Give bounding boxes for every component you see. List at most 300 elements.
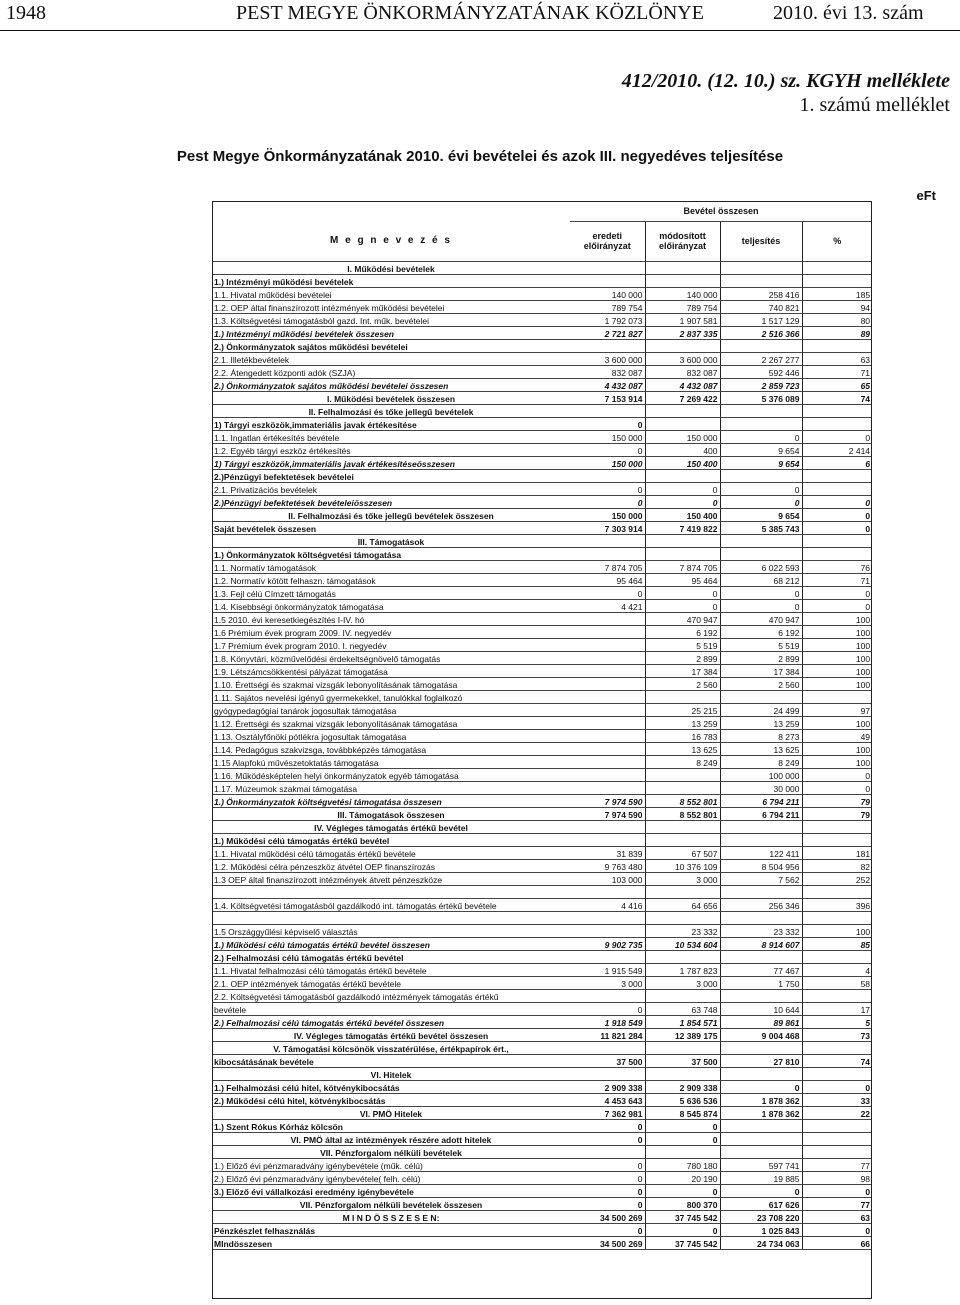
cell-modified: 5 519 bbox=[645, 638, 720, 651]
row-label: 2.1. Illetékbevételek bbox=[212, 352, 570, 365]
cell-actual: 2 516 366 bbox=[720, 326, 802, 339]
row-label: II. Felhalmozási és tőke jellegű bevételek bbox=[212, 404, 570, 417]
row-label: 1.5 Országgyűlési képviselő választás bbox=[212, 924, 570, 937]
row-label: M I N D Ö S S Z E S E N: bbox=[212, 1210, 570, 1223]
column-header-modified: módosított előirányzat bbox=[645, 221, 720, 261]
cell-original bbox=[570, 534, 645, 547]
cell-original: 1 915 549 bbox=[570, 963, 645, 976]
cell-modified bbox=[645, 1041, 720, 1054]
cell-actual bbox=[720, 989, 802, 1002]
cell-modified: 470 947 bbox=[645, 612, 720, 625]
cell-percent: 0 bbox=[802, 495, 872, 508]
row-label: 2.)Pénzügyi befektetések bevételei bbox=[212, 469, 570, 482]
table-row bbox=[212, 365, 872, 378]
cell-original: 4 421 bbox=[570, 599, 645, 612]
cell-original bbox=[570, 742, 645, 755]
cell-percent: 77 bbox=[802, 1158, 872, 1171]
cell-original: 7 974 590 bbox=[570, 794, 645, 807]
cell-percent: 49 bbox=[802, 729, 872, 742]
cell-original bbox=[570, 469, 645, 482]
cell-percent: 79 bbox=[802, 794, 872, 807]
row-label: 1.4. Költségvetési támogatásból gazdálkodó int. támogatás értékű bevétele bbox=[212, 898, 570, 911]
cell-original bbox=[570, 1041, 645, 1054]
row-label: VI. PMÖ által az intézmények részére adott hitelek bbox=[212, 1132, 570, 1145]
row-label: 1.10. Érettségi és szakmai vizsgák lebonyolításának támogatása bbox=[212, 677, 570, 690]
cell-actual: 1 517 129 bbox=[720, 313, 802, 326]
cell-original: 140 000 bbox=[570, 287, 645, 300]
cell-actual: 258 416 bbox=[720, 287, 802, 300]
cell-modified: 2 899 bbox=[645, 651, 720, 664]
cell-percent: 0 bbox=[802, 781, 872, 794]
cell-original: 1 918 549 bbox=[570, 1015, 645, 1028]
row-label: II. Felhalmozási és tőke jellegű bevételek összesen bbox=[212, 508, 570, 521]
row-label: 2.1. OEP intézmények támogatás értékű bevétele bbox=[212, 976, 570, 989]
table-row bbox=[212, 456, 872, 469]
cell-original: 7 362 981 bbox=[570, 1106, 645, 1119]
cell-modified: 4 432 087 bbox=[645, 378, 720, 391]
cell-original bbox=[570, 924, 645, 937]
cell-modified: 8 552 801 bbox=[645, 807, 720, 820]
cell-original bbox=[570, 664, 645, 677]
cell-percent: 63 bbox=[802, 352, 872, 365]
cell-actual bbox=[720, 690, 802, 703]
table-row bbox=[212, 1236, 872, 1249]
cell-original: 0 bbox=[570, 1197, 645, 1210]
column-header-percent: % bbox=[802, 221, 872, 261]
cell-percent bbox=[802, 534, 872, 547]
cell-actual: 6 794 211 bbox=[720, 807, 802, 820]
cell-percent bbox=[802, 274, 872, 287]
table-row bbox=[212, 1184, 872, 1197]
table-row bbox=[212, 1106, 872, 1119]
row-label: MIndösszesen bbox=[212, 1236, 570, 1249]
table-row bbox=[212, 781, 872, 794]
row-label: 1.3. Fejl célú Címzett támogatás bbox=[212, 586, 570, 599]
cell-modified: 2 909 338 bbox=[645, 1080, 720, 1093]
cell-percent: 33 bbox=[802, 1093, 872, 1106]
cell-percent: 0 bbox=[802, 1184, 872, 1197]
cell-actual: 8 504 956 bbox=[720, 859, 802, 872]
issue-number: 2010. évi 13. szám bbox=[773, 2, 924, 24]
cell-actual: 17 384 bbox=[720, 664, 802, 677]
cell-actual: 470 947 bbox=[720, 612, 802, 625]
cell-original: 2 909 338 bbox=[570, 1080, 645, 1093]
table-row bbox=[212, 1054, 872, 1067]
cell-original: 34 500 269 bbox=[570, 1236, 645, 1249]
table-row bbox=[212, 1158, 872, 1171]
cell-original: 7 974 590 bbox=[570, 807, 645, 820]
cell-modified: 23 332 bbox=[645, 924, 720, 937]
cell-actual bbox=[720, 950, 802, 963]
table-row bbox=[212, 326, 872, 339]
cell-actual: 8 273 bbox=[720, 729, 802, 742]
page-header bbox=[0, 0, 960, 36]
cell-modified bbox=[645, 833, 720, 846]
cell-original: 0 bbox=[570, 1184, 645, 1197]
cell-original: 7 153 914 bbox=[570, 391, 645, 404]
cell-actual: 2 859 723 bbox=[720, 378, 802, 391]
cell-modified: 150 400 bbox=[645, 508, 720, 521]
row-label: 1.16. Működésképtelen helyi önkormányzatok egyéb támogatása bbox=[212, 768, 570, 781]
row-label: Saját bevételek összesen bbox=[212, 521, 570, 534]
row-label: IV. Végleges támogatás értékű bevétel összesen bbox=[212, 1028, 570, 1041]
row-label: 1.2. Egyéb tárgyi eszköz értékesítés bbox=[212, 443, 570, 456]
row-label: 1.2. Normatív kötött felhaszn. támogatások bbox=[212, 573, 570, 586]
cell-original: 0 bbox=[570, 1158, 645, 1171]
cell-modified: 400 bbox=[645, 443, 720, 456]
cell-percent: 0 bbox=[802, 1223, 872, 1236]
cell-modified bbox=[645, 469, 720, 482]
cell-percent: 100 bbox=[802, 651, 872, 664]
cell-actual: 13 625 bbox=[720, 742, 802, 755]
cell-modified bbox=[645, 989, 720, 1002]
cell-actual: 27 810 bbox=[720, 1054, 802, 1067]
row-label: 1.13. Osztályfőnöki pótlékra jogosultak támogatása bbox=[212, 729, 570, 742]
cell-percent: 82 bbox=[802, 859, 872, 872]
cell-percent: 0 bbox=[802, 586, 872, 599]
table-row bbox=[212, 1197, 872, 1210]
cell-original: 103 000 bbox=[570, 872, 645, 885]
cell-modified bbox=[645, 274, 720, 287]
cell-modified: 0 bbox=[645, 482, 720, 495]
cell-original: 2 721 827 bbox=[570, 326, 645, 339]
row-label: 2.) Működési célú hitel, kötvénykibocsátás bbox=[212, 1093, 570, 1106]
table-row bbox=[212, 625, 872, 638]
cell-modified: 8 552 801 bbox=[645, 794, 720, 807]
cell-actual: 30 000 bbox=[720, 781, 802, 794]
cell-modified: 800 370 bbox=[645, 1197, 720, 1210]
row-label: 1.1. Normatív támogatások bbox=[212, 560, 570, 573]
cell-original bbox=[570, 833, 645, 846]
table-row bbox=[212, 846, 872, 859]
cell-original: 832 087 bbox=[570, 365, 645, 378]
cell-percent: 71 bbox=[802, 365, 872, 378]
cell-modified: 7 419 822 bbox=[645, 521, 720, 534]
cell-modified: 1 907 581 bbox=[645, 313, 720, 326]
cell-actual: 19 885 bbox=[720, 1171, 802, 1184]
table-row bbox=[212, 664, 872, 677]
cell-original: 4 432 087 bbox=[570, 378, 645, 391]
cell-percent: 79 bbox=[802, 807, 872, 820]
cell-actual: 6 794 211 bbox=[720, 794, 802, 807]
cell-original bbox=[570, 638, 645, 651]
row-label: 1) Tárgyi eszközök,immateriális javak értékesítéseösszesen bbox=[212, 456, 570, 469]
cell-percent: 5 bbox=[802, 1015, 872, 1028]
table-row bbox=[212, 898, 872, 911]
table-row bbox=[212, 560, 872, 573]
row-label: 1.) Intézményi működési bevételek bbox=[212, 274, 570, 287]
table-row bbox=[212, 313, 872, 326]
cell-percent bbox=[802, 547, 872, 560]
cell-actual bbox=[720, 261, 802, 274]
table-row bbox=[212, 404, 872, 417]
cell-percent bbox=[802, 820, 872, 833]
cell-original: 0 bbox=[570, 1002, 645, 1015]
cell-percent: 63 bbox=[802, 1210, 872, 1223]
row-label: V. Támogatási kölcsönök visszatérülése, értékpapírok ért., bbox=[212, 1041, 570, 1054]
cell-actual bbox=[720, 547, 802, 560]
cell-modified: 0 bbox=[645, 599, 720, 612]
cell-actual: 1 878 362 bbox=[720, 1093, 802, 1106]
annex-reference: 412/2010. (12. 10.) sz. KGYH melléklete bbox=[621, 70, 950, 92]
cell-modified: 6 192 bbox=[645, 625, 720, 638]
cell-percent bbox=[802, 1145, 872, 1158]
cell-original bbox=[570, 820, 645, 833]
cell-actual bbox=[720, 404, 802, 417]
row-label: bevétele bbox=[212, 1002, 570, 1015]
cell-actual: 0 bbox=[720, 1184, 802, 1197]
cell-original bbox=[570, 612, 645, 625]
cell-actual: 1 750 bbox=[720, 976, 802, 989]
cell-modified: 150 400 bbox=[645, 456, 720, 469]
cell-percent bbox=[802, 339, 872, 352]
cell-original bbox=[570, 716, 645, 729]
cell-modified: 7 874 705 bbox=[645, 560, 720, 573]
cell-percent: 98 bbox=[802, 1171, 872, 1184]
row-label: 1.) Intézményi működési bevételek összesen bbox=[212, 326, 570, 339]
row-label: 1.12. Érettségi és szakmai vizsgák lebonyolításának támogatása bbox=[212, 716, 570, 729]
row-label: 1.1. Hivatal működési célú támogatás értékű bevétele bbox=[212, 846, 570, 859]
cell-original: 0 bbox=[570, 1132, 645, 1145]
cell-modified bbox=[645, 261, 720, 274]
row-label: 1.6 Prémium évek program 2009. IV. negyedév bbox=[212, 625, 570, 638]
cell-actual: 5 376 089 bbox=[720, 391, 802, 404]
table-row bbox=[212, 612, 872, 625]
table-row bbox=[212, 1119, 872, 1132]
cell-percent bbox=[802, 833, 872, 846]
cell-original: 37 500 bbox=[570, 1054, 645, 1067]
column-header-original: eredeti előirányzat bbox=[570, 221, 645, 261]
cell-modified bbox=[645, 1067, 720, 1080]
cell-original bbox=[570, 274, 645, 287]
table-row bbox=[212, 859, 872, 872]
cell-percent bbox=[802, 1067, 872, 1080]
cell-percent: 2 414 bbox=[802, 443, 872, 456]
cell-actual bbox=[720, 1132, 802, 1145]
table-row bbox=[212, 1132, 872, 1145]
row-label: 1.15 Alapfokú művészetoktatás támogatása bbox=[212, 755, 570, 768]
cell-actual: 8 914 607 bbox=[720, 937, 802, 950]
cell-percent: 100 bbox=[802, 677, 872, 690]
cell-modified bbox=[645, 417, 720, 430]
row-label: 2.2. Költségvetési támogatásból gazdálkodó intézmények támogatás értékű bbox=[212, 989, 570, 1002]
cell-original: 31 839 bbox=[570, 846, 645, 859]
cell-percent: 74 bbox=[802, 391, 872, 404]
cell-percent: 0 bbox=[802, 1080, 872, 1093]
table-row bbox=[212, 1080, 872, 1093]
cell-percent: 97 bbox=[802, 703, 872, 716]
row-label: 1.1. Ingatlan értékesítés bevétele bbox=[212, 430, 570, 443]
cell-original bbox=[570, 781, 645, 794]
cell-modified: 0 bbox=[645, 586, 720, 599]
cell-percent bbox=[802, 1119, 872, 1132]
cell-percent: 80 bbox=[802, 313, 872, 326]
cell-original: 7 874 705 bbox=[570, 560, 645, 573]
column-header-actual: teljesítés bbox=[720, 221, 802, 261]
cell-modified bbox=[645, 404, 720, 417]
cell-actual: 9 004 468 bbox=[720, 1028, 802, 1041]
row-label: 1.4. Kisebbségi önkormányzatok támogatása bbox=[212, 599, 570, 612]
cell-original: 7 303 914 bbox=[570, 521, 645, 534]
cell-original: 11 821 284 bbox=[570, 1028, 645, 1041]
cell-modified: 37 745 542 bbox=[645, 1210, 720, 1223]
row-label: 1.3 OEP által finanszírozott intézmények átvett pénzeszköze bbox=[212, 872, 570, 885]
table-row bbox=[212, 1002, 872, 1015]
row-label: 1.) Működési célú támogatás értékű bevétel összesen bbox=[212, 937, 570, 950]
table-row bbox=[212, 794, 872, 807]
row-label: 1.) Előző évi pénzmaradvány igénybevétele (műk. célú) bbox=[212, 1158, 570, 1171]
cell-original bbox=[570, 404, 645, 417]
cell-modified bbox=[645, 911, 720, 924]
cell-modified bbox=[645, 534, 720, 547]
cell-modified: 0 bbox=[645, 1132, 720, 1145]
row-label: I. Működési bevételek bbox=[212, 261, 570, 274]
table-row bbox=[212, 378, 872, 391]
cell-modified bbox=[645, 547, 720, 560]
row-label: III. Támogatások bbox=[212, 534, 570, 547]
cell-percent: 71 bbox=[802, 573, 872, 586]
cell-modified: 140 000 bbox=[645, 287, 720, 300]
row-label: 1.1. Hivatal felhalmozási célú támogatás értékű bevétele bbox=[212, 963, 570, 976]
annex-number: 1. számú melléklet bbox=[799, 94, 950, 116]
table-row bbox=[212, 911, 872, 924]
cell-modified bbox=[645, 781, 720, 794]
cell-actual: 68 212 bbox=[720, 573, 802, 586]
row-label: 2.1. Privatizációs bevételek bbox=[212, 482, 570, 495]
table-row bbox=[212, 1028, 872, 1041]
document-title: Pest Megye Önkormányzatának 2010. évi bevételei és azok III. negyedéves teljesítése bbox=[176, 148, 784, 165]
cell-modified bbox=[645, 885, 720, 898]
cell-percent: 85 bbox=[802, 937, 872, 950]
cell-percent: 74 bbox=[802, 1054, 872, 1067]
cell-modified: 3 000 bbox=[645, 872, 720, 885]
table-row bbox=[212, 703, 872, 716]
cell-modified: 67 507 bbox=[645, 846, 720, 859]
table-row bbox=[212, 261, 872, 274]
unit-label: eFt bbox=[916, 188, 936, 203]
cell-percent: 100 bbox=[802, 716, 872, 729]
cell-actual: 592 446 bbox=[720, 365, 802, 378]
cell-percent bbox=[802, 885, 872, 898]
cell-modified: 20 190 bbox=[645, 1171, 720, 1184]
row-label: 2.) Önkormányzatok sajátos működési bevételei bbox=[212, 339, 570, 352]
cell-actual: 740 821 bbox=[720, 300, 802, 313]
cell-actual bbox=[720, 534, 802, 547]
cell-original: 95 464 bbox=[570, 573, 645, 586]
cell-actual: 89 861 bbox=[720, 1015, 802, 1028]
cell-modified: 780 180 bbox=[645, 1158, 720, 1171]
cell-original: 789 754 bbox=[570, 300, 645, 313]
row-label: 1.14. Pedagógus szakvizsga, továbbképzés támogatása bbox=[212, 742, 570, 755]
cell-modified bbox=[645, 1145, 720, 1158]
cell-original bbox=[570, 729, 645, 742]
cell-percent: 66 bbox=[802, 1236, 872, 1249]
cell-percent bbox=[802, 690, 872, 703]
row-label: 1.3. Költségvetési támogatásból gazd. Int. műk. bevételei bbox=[212, 313, 570, 326]
row-label: 1.17. Múzeumok szakmai támogatása bbox=[212, 781, 570, 794]
table-row bbox=[212, 1223, 872, 1236]
cell-percent bbox=[802, 404, 872, 417]
row-label: gyógypedagógiai tanárok jogosultak támogatása bbox=[212, 703, 570, 716]
cell-modified: 37 500 bbox=[645, 1054, 720, 1067]
table-row bbox=[212, 963, 872, 976]
cell-actual: 24 734 063 bbox=[720, 1236, 802, 1249]
cell-actual: 0 bbox=[720, 430, 802, 443]
cell-modified: 0 bbox=[645, 1119, 720, 1132]
cell-actual: 8 249 bbox=[720, 755, 802, 768]
cell-original: 0 bbox=[570, 482, 645, 495]
row-label: 1.2. OEP által finanszírozott intézmények működési bevételei bbox=[212, 300, 570, 313]
cell-original bbox=[570, 1067, 645, 1080]
row-label: Pénzkészlet felhasználás bbox=[212, 1223, 570, 1236]
table-row bbox=[212, 547, 872, 560]
table-row bbox=[212, 391, 872, 404]
cell-original: 0 bbox=[570, 1223, 645, 1236]
cell-original bbox=[570, 625, 645, 638]
cell-actual: 100 000 bbox=[720, 768, 802, 781]
cell-original bbox=[570, 768, 645, 781]
cell-original bbox=[570, 261, 645, 274]
cell-percent: 65 bbox=[802, 378, 872, 391]
cell-original bbox=[570, 989, 645, 1002]
table-row bbox=[212, 742, 872, 755]
cell-modified: 25 215 bbox=[645, 703, 720, 716]
table-row bbox=[212, 469, 872, 482]
cell-actual bbox=[720, 1145, 802, 1158]
cell-original: 3 600 000 bbox=[570, 352, 645, 365]
row-label: VI. Hitelek bbox=[212, 1067, 570, 1080]
cell-percent: 58 bbox=[802, 976, 872, 989]
cell-modified: 8 545 874 bbox=[645, 1106, 720, 1119]
cell-percent: 0 bbox=[802, 508, 872, 521]
cell-percent: 0 bbox=[802, 768, 872, 781]
group-header: Bevétel összesen bbox=[570, 201, 872, 221]
table-row bbox=[212, 924, 872, 937]
cell-original: 150 000 bbox=[570, 456, 645, 469]
cell-modified: 3 000 bbox=[645, 976, 720, 989]
table-row bbox=[212, 1015, 872, 1028]
cell-original bbox=[570, 690, 645, 703]
table-row bbox=[212, 352, 872, 365]
table-row bbox=[212, 755, 872, 768]
cell-actual: 122 411 bbox=[720, 846, 802, 859]
table-row bbox=[212, 950, 872, 963]
table-row bbox=[212, 677, 872, 690]
row-label: 1.) Önkormányzatok költségvetési támogatása bbox=[212, 547, 570, 560]
cell-actual: 6 022 593 bbox=[720, 560, 802, 573]
cell-percent: 6 bbox=[802, 456, 872, 469]
cell-percent: 396 bbox=[802, 898, 872, 911]
cell-percent: 252 bbox=[802, 872, 872, 885]
cell-original bbox=[570, 677, 645, 690]
cell-percent: 0 bbox=[802, 599, 872, 612]
revenue-table bbox=[212, 201, 872, 1250]
cell-original: 0 bbox=[570, 417, 645, 430]
column-header-name: M e g n e v e z é s bbox=[212, 221, 570, 261]
cell-percent: 0 bbox=[802, 430, 872, 443]
table-row bbox=[212, 521, 872, 534]
cell-actual bbox=[720, 833, 802, 846]
table-row bbox=[212, 989, 872, 1002]
cell-percent: 100 bbox=[802, 625, 872, 638]
cell-original bbox=[570, 1145, 645, 1158]
table-row bbox=[212, 417, 872, 430]
cell-modified bbox=[645, 690, 720, 703]
cell-percent: 181 bbox=[802, 846, 872, 859]
cell-percent bbox=[802, 950, 872, 963]
row-label: 2.) Önkormányzatok sajátos működési bevételei összesen bbox=[212, 378, 570, 391]
cell-modified: 7 269 422 bbox=[645, 391, 720, 404]
